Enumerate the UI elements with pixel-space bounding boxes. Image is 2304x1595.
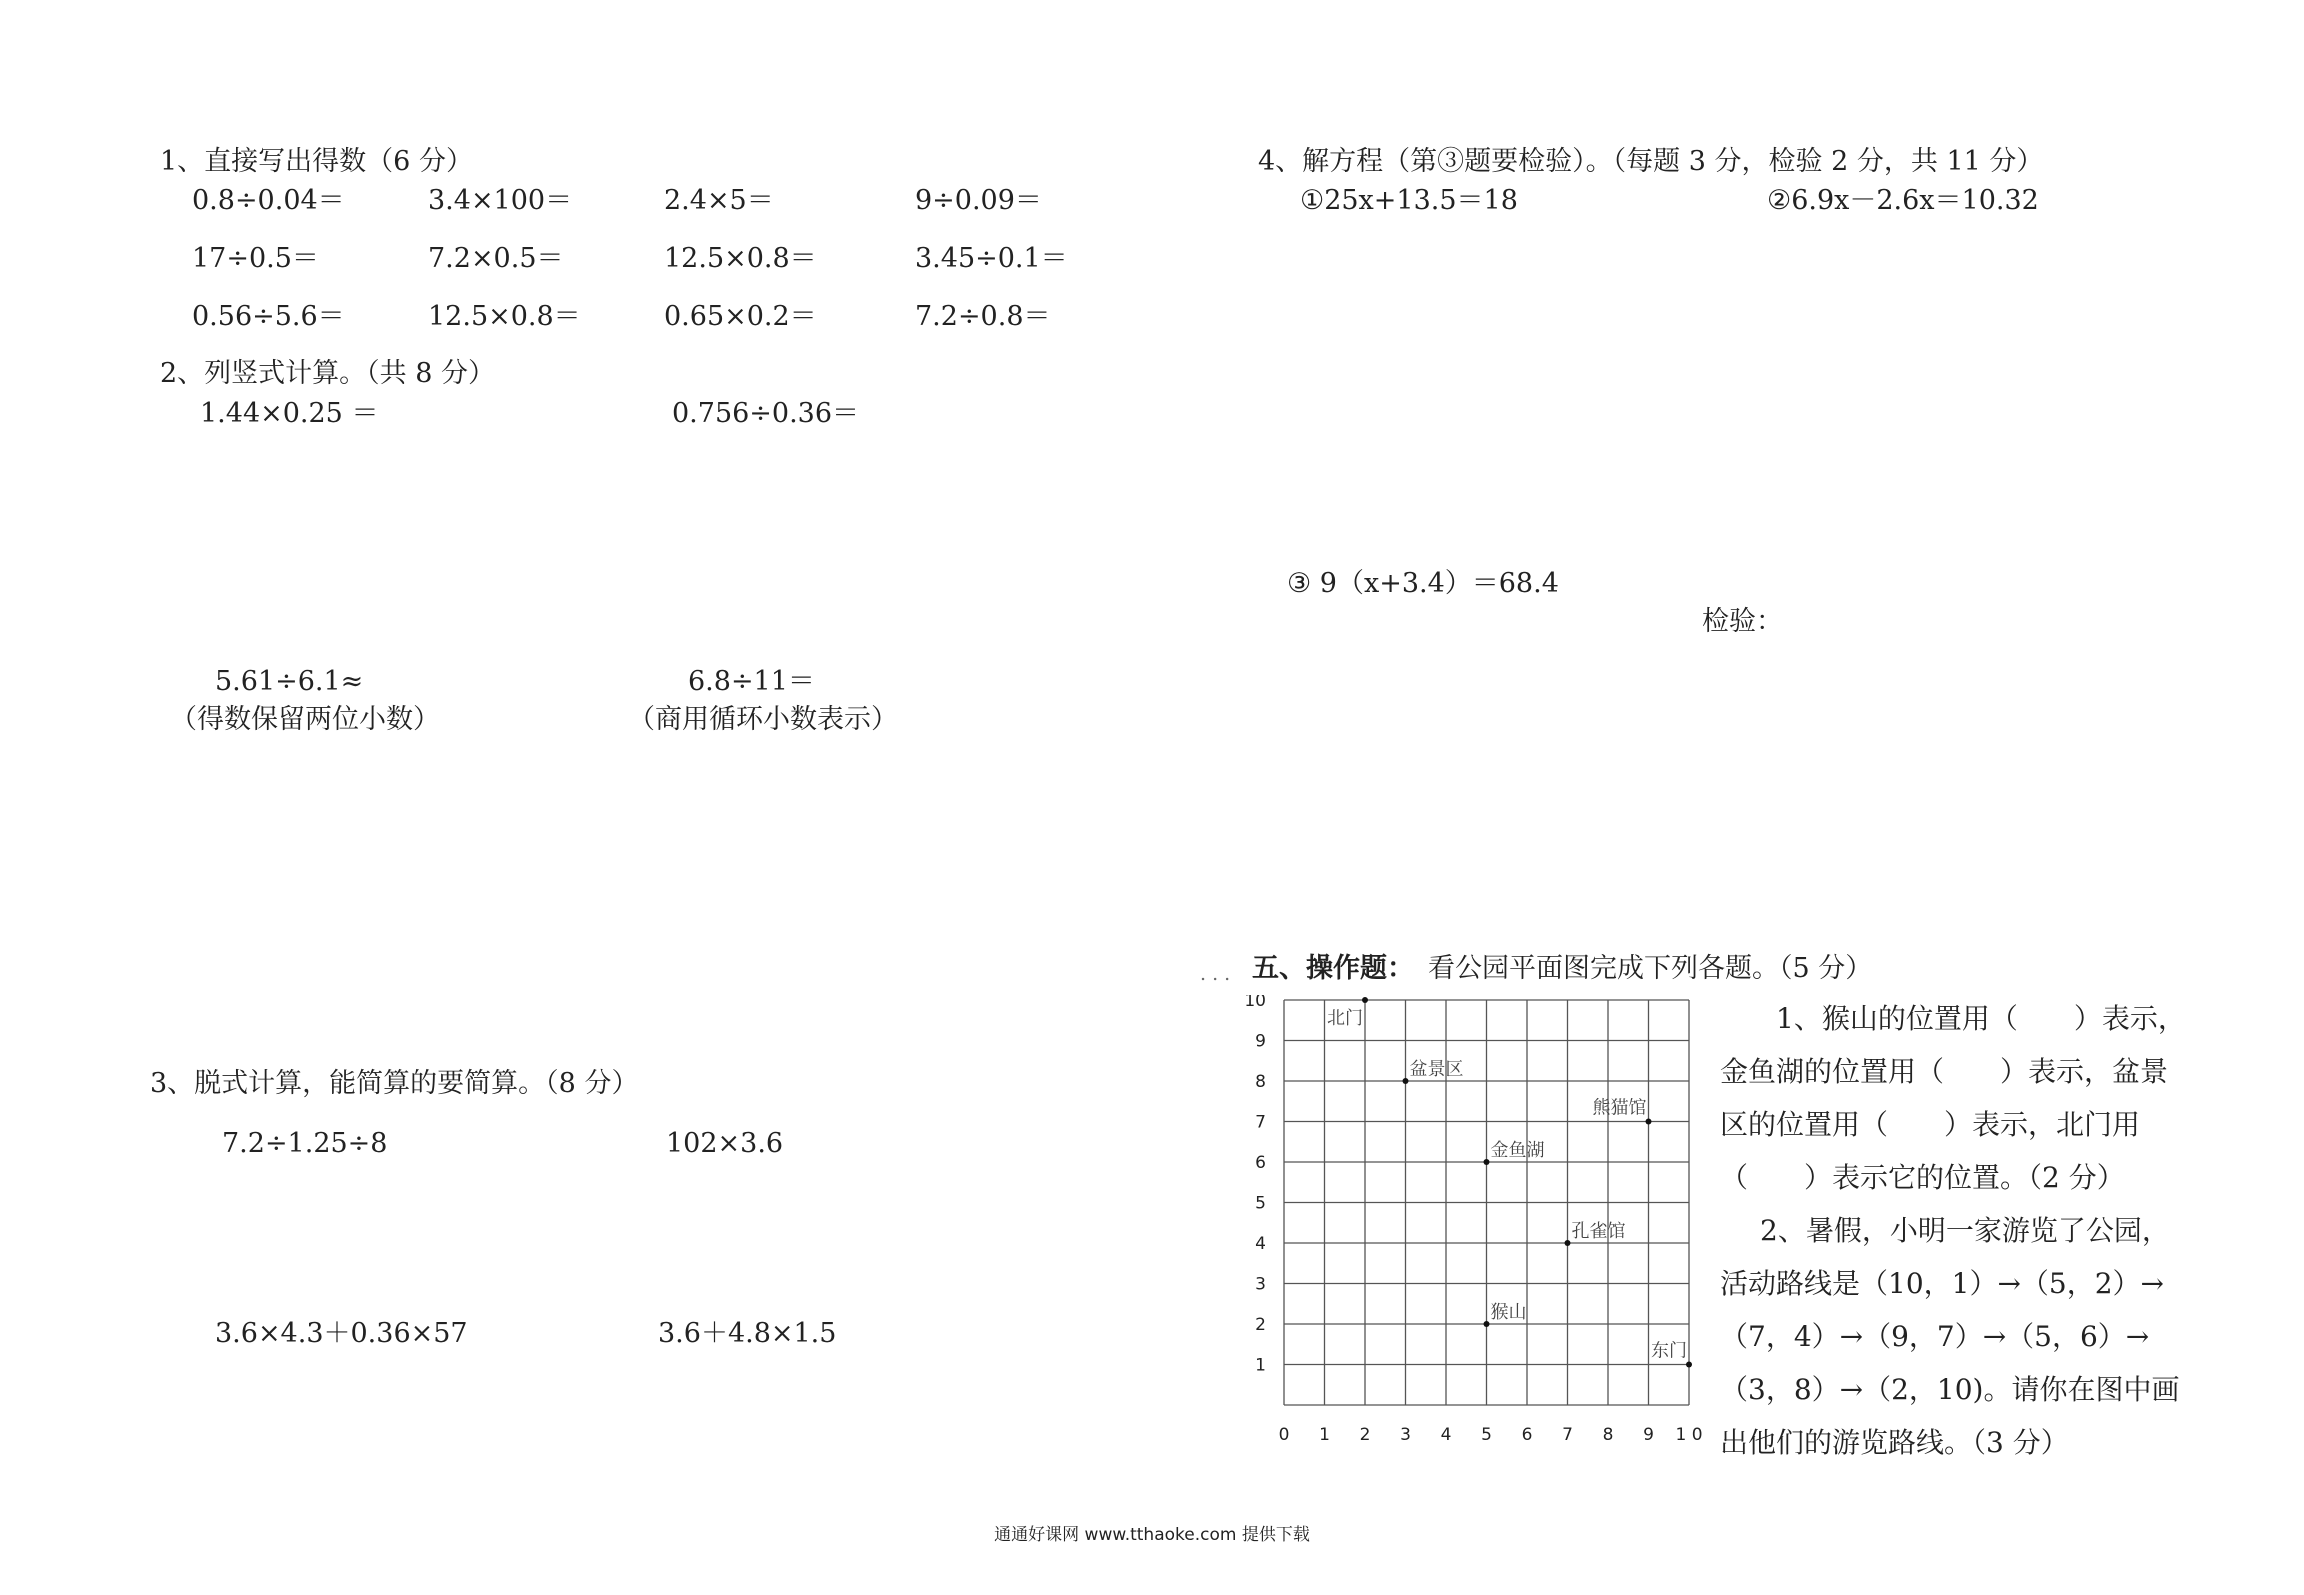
- y-tick-label: 7: [1255, 1112, 1266, 1133]
- x-tick-label: 7: [1562, 1425, 1573, 1445]
- section5-title: 看公园平面图完成下列各题。（5 分）: [1428, 953, 1873, 984]
- map-point: [1565, 1240, 1571, 1246]
- calc-item: 3.4×100＝: [428, 185, 573, 216]
- stepwise-calc-3: 3.6×4.3＋0.36×57: [215, 1318, 468, 1349]
- calc-item: 2.4×5＝: [664, 185, 774, 216]
- section3-title: 3、脱式计算，能简算的要简算。（8 分）: [150, 1068, 639, 1099]
- map-point-label: 盆景区: [1409, 1059, 1464, 1080]
- footer-source: 通通好课网 www.tthaoke.com 提供下载: [994, 1525, 1310, 1545]
- calc-item: 7.2×0.5＝: [428, 243, 564, 274]
- map-point: [1686, 1362, 1692, 1368]
- equation-2: ②6.9x－2.6x＝10.32: [1767, 185, 2039, 216]
- x-tick-label: 5: [1481, 1425, 1492, 1445]
- vertical-calc-2: 0.756÷0.36＝: [672, 398, 860, 429]
- y-tick-label: 1: [1255, 1355, 1266, 1376]
- calc-item: 0.65×0.2＝: [664, 301, 817, 332]
- map-point-label: 北门: [1327, 1008, 1363, 1029]
- x-tick-label: 6: [1521, 1425, 1533, 1445]
- section5-dots: . . .: [1200, 963, 1231, 985]
- map-point: [1403, 1078, 1409, 1084]
- y-tick-label: 2: [1255, 1315, 1266, 1335]
- map-point-label: 东门: [1651, 1340, 1687, 1362]
- stepwise-calc-4: 3.6＋4.8×1.5: [658, 1318, 837, 1349]
- park-map-svg: [1230, 995, 1710, 1455]
- map-point-label: 金鱼湖: [1490, 1140, 1545, 1161]
- section1-title: 1、直接写出得数（6 分）: [160, 146, 473, 177]
- question-5-2: 2、暑假，小明一家游览了公园，活动路线是（10，1）→（5，2）→（7，4）→（9，7）→（5，6）→（3，8）→（2，10)。请你在图中画出他们的游览路线。（3 分）: [1720, 1214, 2180, 1459]
- vertical-calc-4: 6.8÷11＝: [688, 666, 815, 697]
- x-tick-label: 3: [1400, 1425, 1411, 1445]
- stepwise-calc-1: 7.2÷1.25÷8: [222, 1128, 388, 1159]
- stepwise-calc-2: 102×3.6: [666, 1128, 784, 1159]
- y-tick-label: 6: [1255, 1153, 1266, 1173]
- calc-item: 0.8÷0.04＝: [192, 185, 345, 216]
- y-tick-label: 5: [1255, 1193, 1266, 1214]
- y-tick-label: 4: [1255, 1234, 1266, 1254]
- vertical-calc-3: 5.61÷6.1≈: [215, 666, 364, 697]
- calc-item: 12.5×0.8＝: [428, 301, 581, 332]
- vertical-calc-1: 1.44×0.25 ＝: [200, 398, 379, 429]
- section4-title: 4、解方程（第③题要检验）。（每题 3 分，检验 2 分，共 11 分）: [1258, 146, 2044, 177]
- equation-1: ①25x+13.5＝18: [1300, 185, 1518, 216]
- map-point: [1362, 997, 1368, 1003]
- x-tick-label: 8: [1602, 1425, 1614, 1445]
- map-point: [1484, 1321, 1490, 1327]
- vertical-calc-3-note: （得数保留两位小数）: [170, 704, 440, 735]
- question-5-1: 1、猴山的位置用（ ）表示，金鱼湖的位置用（ ）表示，盆景区的位置用（ ）表示，北门用（ ）表示它的位置。（2 分）: [1720, 1002, 2186, 1194]
- calc-item: 0.56÷5.6＝: [192, 301, 345, 332]
- x-tick-label: 1 0: [1675, 1425, 1703, 1445]
- x-tick-label: 0: [1278, 1425, 1290, 1445]
- x-tick-label: 4: [1440, 1425, 1452, 1445]
- calc-item: 7.2÷0.8＝: [915, 301, 1051, 332]
- park-map: [1230, 995, 1710, 1455]
- calc-item: 9÷0.09＝: [915, 185, 1042, 216]
- y-tick-label: 3: [1255, 1274, 1266, 1295]
- x-tick-label: 9: [1643, 1425, 1654, 1445]
- map-point: [1484, 1159, 1490, 1165]
- section2-title: 2、列竖式计算。（共 8 分）: [160, 358, 496, 389]
- y-tick-label: 8: [1255, 1072, 1266, 1092]
- map-point: [1646, 1119, 1652, 1125]
- y-tick-label: 10: [1244, 995, 1266, 1011]
- equation-3: ③ 9（x+3.4）＝68.4: [1287, 568, 1559, 599]
- calc-item: 17÷0.5＝: [192, 243, 319, 274]
- calc-item: 3.45÷0.1＝: [915, 243, 1068, 274]
- section5-heading: 五、操作题：: [1252, 953, 1414, 984]
- map-point-label: 猴山: [1490, 1302, 1527, 1323]
- check-label: 检验：: [1702, 606, 1783, 637]
- map-point-label: 熊猫馆: [1592, 1097, 1647, 1119]
- y-tick-label: 9: [1255, 1031, 1266, 1052]
- vertical-calc-4-note: （商用循环小数表示）: [628, 704, 898, 735]
- x-tick-label: 2: [1359, 1425, 1371, 1445]
- map-point-label: 孔雀馆: [1571, 1221, 1626, 1242]
- calc-item: 12.5×0.8＝: [664, 243, 817, 274]
- x-tick-label: 1: [1319, 1425, 1330, 1445]
